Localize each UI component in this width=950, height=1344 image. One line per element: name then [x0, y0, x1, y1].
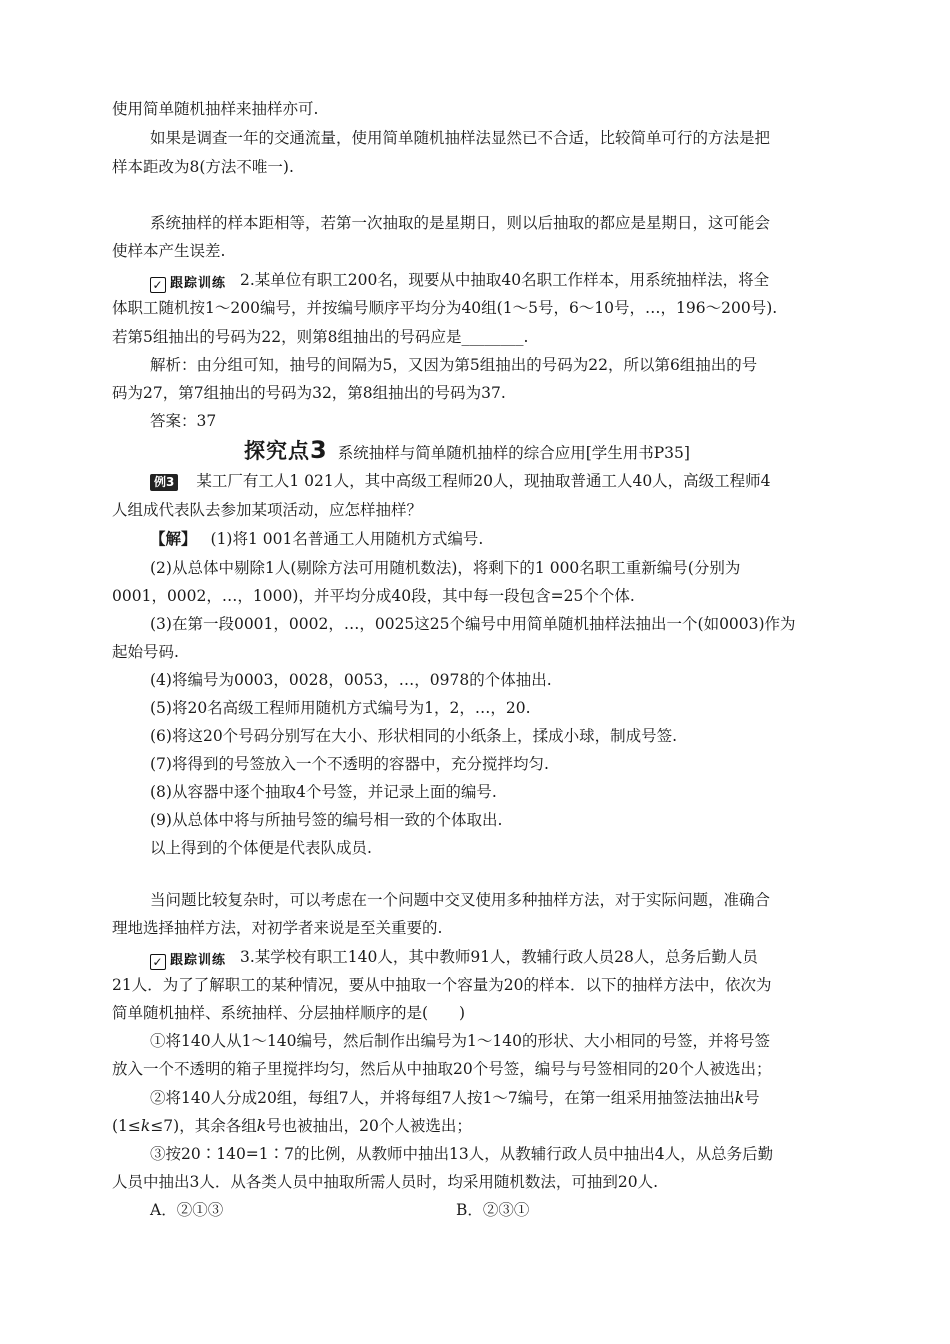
- check-icon: ✓: [150, 954, 166, 970]
- option-b: B．②③①: [456, 1201, 530, 1219]
- question-text: 3.某学校有职工140人，其中教师91人，教辅行政人员28人，总务后勤人员: [240, 948, 758, 966]
- text-line: 解析：由分组可知，抽号的间隔为5，又因为第5组抽出的号码为22，所以第6组抽出的号: [150, 356, 758, 374]
- text-line: ①将140人从1～140编号，然后制作出编号为1～140的形状、大小相同的号签，并将号签: [150, 1032, 770, 1050]
- section-heading: [244, 437, 690, 466]
- training-line: [150, 269, 840, 293]
- text-line: (6)将这20个号码分别写在大小、形状相同的小纸条上，揉成小球，制成号签.: [150, 727, 678, 745]
- text-line: 理地选择抽样方法，对初学者来说是至关重要的.: [112, 919, 443, 937]
- solution-tag: 【解】: [150, 529, 197, 548]
- text-line: (2)从总体中剔除1人(剔除方法可用随机数法)，将剩下的1 000名职工重新编号(分别为: [150, 559, 741, 577]
- text-line: ②将140人分成20组，每组7人，并将每组7人按1～7编号，在第一组采用抽签法抽出k号: [150, 1089, 760, 1107]
- text-line: 0001，0002，…，1000)，并平均分成40段，其中每一段包含=25个个体.: [112, 587, 635, 605]
- text-line: 当问题比较复杂时，可以考虑在一个问题中交叉使用多种抽样方法，对于实际问题，准确合: [150, 891, 771, 909]
- text-line: 起始号码.: [112, 643, 179, 661]
- text-line: 系统抽样的样本距相等，若第一次抽取的是星期日，则以后抽取的都应是星期日，这可能会: [150, 214, 771, 232]
- text-line: 样本距改为8(方法不唯一).: [112, 158, 294, 176]
- text-line: ③按20∶140=1∶7的比例，从教师中抽出13人，从教辅行政人员中抽出4人，从总务后勤: [150, 1145, 774, 1163]
- text-line: 21人．为了了解职工的某种情况，要从中抽取一个容量为20的样本．以下的抽样方法中，依次为: [112, 976, 772, 994]
- text-line: (7)将得到的号签放入一个不透明的容器中，充分搅拌均匀.: [150, 755, 549, 773]
- option-a: A．②①③: [150, 1201, 224, 1219]
- text-line: 使用简单随机抽样来抽样亦可.: [112, 100, 319, 118]
- text-line: (3)在第一段0001，0002，…，0025这25个编号中用简单随机抽样法抽出一个(如0003)作为: [150, 615, 796, 633]
- example-text: 某工厂有工人1 021人，其中高级工程师20人，现抽取普通工人40人，高级工程师4: [196, 472, 771, 490]
- text-line: 如果是调查一年的交通流量，使用简单随机抽样法显然已不合适，比较简单可行的方法是把: [150, 129, 771, 147]
- text-line: 以上得到的个体便是代表队成员.: [150, 839, 372, 857]
- text-line: (9)从总体中将与所抽号签的编号相一致的个体取出.: [150, 811, 503, 829]
- text-line: 码为27，第7组抽出的号码为32，第8组抽出的号码为37.: [112, 384, 506, 402]
- text-line: (4)将编号为0003，0028，0053，…，0978的个体抽出.: [150, 671, 552, 689]
- text-line: (1≤k≤7)，其余各组k号也被抽出，20个人被选出；: [112, 1117, 472, 1135]
- text-line: 放入一个不透明的箱子里搅拌均匀，然后从中抽取20个号签，编号与号签相同的20个人被选出；: [112, 1060, 772, 1078]
- heading-text: 系统抽样与简单随机抽样的综合应用[学生用书P35]: [337, 444, 690, 462]
- training-badge: ✓ 跟踪训练: [150, 276, 226, 293]
- text-line: 人组成代表队去参加某项活动，应怎样抽样？: [112, 501, 423, 519]
- check-icon: ✓: [150, 277, 166, 293]
- answer-line: 答案：37: [150, 412, 217, 430]
- text-line: 使样本产生误差.: [112, 242, 226, 260]
- text-line: (5)将20名高级工程师用随机方式编号为1，2，…，20.: [150, 699, 531, 717]
- training-badge: ✓ 跟踪训练: [150, 953, 226, 970]
- text-line: 若第5组抽出的号码为22，则第8组抽出的号码应是________.: [112, 328, 529, 346]
- example-badge: 例3: [150, 474, 178, 491]
- text-line: 简单随机抽样、系统抽样、分层抽样顺序的是( ): [112, 1004, 466, 1022]
- training-line: [150, 946, 840, 970]
- solution-line: 【解】 (1)将1 001名普通工人用随机方式编号.: [150, 529, 484, 548]
- text-line: (8)从容器中逐个抽取4个号签，并记录上面的编号.: [150, 783, 497, 801]
- text-line: 体职工随机按1～200编号，并按编号顺序平均分为40组(1～5号，6～10号，…，196～200号).: [112, 299, 778, 317]
- text-line: 人员中抽出3人．从各类人员中抽取所需人员时，均采用随机数法，可抽到20人.: [112, 1173, 659, 1191]
- question-text: 2.某单位有职工200名，现要从中抽取40名职工作样本，用系统抽样法，将全: [240, 271, 770, 289]
- example-line: [150, 470, 840, 492]
- heading-label: 探究点3: [244, 436, 328, 464]
